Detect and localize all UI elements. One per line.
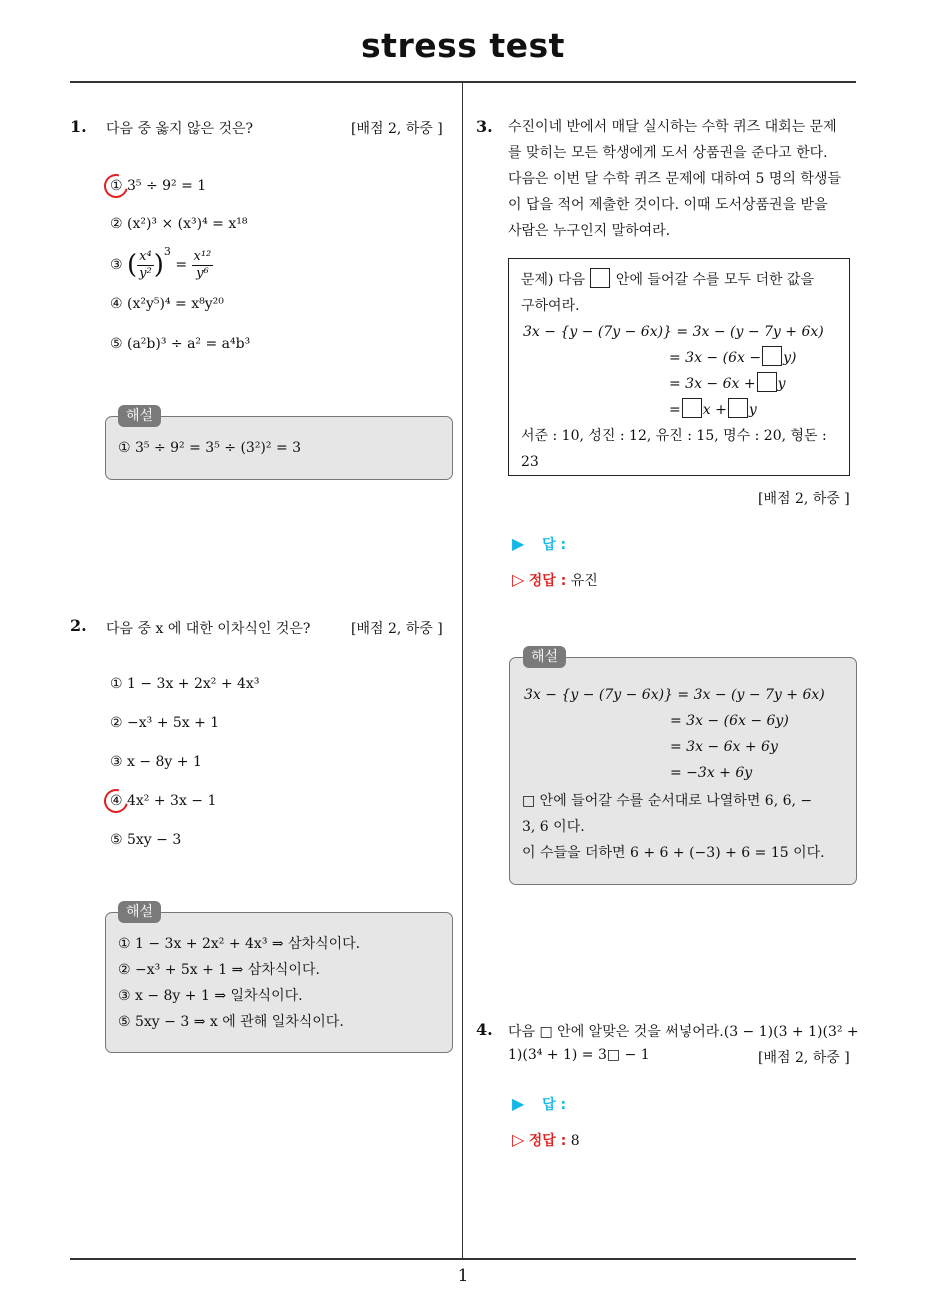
q3-students-line-2: 23: [521, 454, 539, 470]
q2-choice-4[interactable]: ④ 4x² + 3x − 1: [110, 793, 217, 809]
q4-correct-row: [512, 1130, 580, 1150]
q3-explanation-eq-2: = 3x − (6x − 6y): [670, 713, 789, 729]
question-1-text: 다음 중 옳지 않은 것은?: [106, 121, 254, 137]
q1-choice-3-exp: 3: [163, 245, 171, 258]
q3-problem-eq-1: 3x − {y − (7y − 6x)} = 3x − (y − 7y + 6x): [523, 324, 824, 340]
q1-explanation-tag: 해설: [118, 405, 161, 427]
q2-explanation-line-1: ① 1 − 3x + 2x² + 4x³ ⇒ 삼차식이다.: [118, 936, 361, 952]
blank-box: [762, 346, 782, 366]
bottom-rule: [70, 1258, 856, 1260]
correct-value: 8: [570, 1133, 580, 1149]
question-4-number: 4.: [476, 1020, 493, 1039]
q1-choice-1[interactable]: ① 3⁵ ÷ 9² = 1: [110, 178, 207, 194]
q3-problem-line-1: 문제) 다음 안에 들어갈 수를 모두 더한 값을: [521, 267, 814, 293]
question-4-text-2: 1)(3⁴ + 1) = 3□ − 1: [508, 1047, 650, 1063]
q2-explanation-box: [105, 912, 453, 1053]
q3-answer-row: [512, 534, 566, 554]
q2-choice-3[interactable]: ③ x − 8y + 1: [110, 754, 202, 770]
blank-box: [590, 268, 610, 288]
q3-explanation-tag: 해설: [523, 646, 566, 668]
q2-choice-2[interactable]: ② −x³ + 5x + 1: [110, 715, 220, 731]
question-4-meta: [배점 2, 하중 ]: [758, 1050, 850, 1066]
blank-box: [682, 398, 702, 418]
correct-label: 정답 :: [528, 573, 567, 589]
answer-arrow-icon: ▶: [512, 534, 525, 553]
q3-problem-eq-2: = 3x − (6x − y): [669, 345, 796, 371]
blank-box: [757, 372, 777, 392]
q3-explanation-text-1: □ 안에 들어갈 수를 순서대로 나열하면 6, 6, −: [522, 793, 813, 809]
correct-label: 정답 :: [528, 1133, 567, 1149]
q3-explanation-text-3: 이 수들을 더하면 6 + 6 + (−3) + 6 = 15 이다.: [522, 845, 825, 861]
page-title: stress test: [361, 26, 565, 65]
question-2-number: 2.: [70, 616, 87, 635]
answer-arrow-icon: ▶: [512, 1094, 525, 1113]
q3-problem-eq-3: = 3x − 6x + y: [669, 371, 786, 397]
question-3-number: 3.: [476, 117, 493, 136]
q2-explanation-line-3: ③ x − 8y + 1 ⇒ 일차식이다.: [118, 988, 303, 1004]
q1-choice-5[interactable]: ⑤ (a²b)³ ÷ a² = a⁴b³: [110, 336, 251, 352]
blank-box: [728, 398, 748, 418]
answer-label: 답 :: [542, 1097, 567, 1113]
q1-choice-3-label: ③: [110, 257, 123, 273]
q3-problem-box: [508, 258, 850, 476]
q3-explanation-eq-4: = −3x + 6y: [670, 765, 753, 781]
q2-explanation-tag: 해설: [118, 901, 161, 923]
page-number: 1: [457, 1266, 469, 1286]
question-1-number: 1.: [70, 117, 87, 136]
q2-choice-1[interactable]: ① 1 − 3x + 2x² + 4x³: [110, 676, 260, 692]
q4-answer-row: [512, 1094, 566, 1114]
question-2-meta: [배점 2, 하중 ]: [351, 621, 443, 637]
question-3-text: 수진이네 반에서 매달 실시하는 수학 퀴즈 대회는 문제 를 맞히는 모든 학생에게 도서 상품권을 준다고 한다. 다음은 이번 달 수학 퀴즈 문제에 대하여 5 명의 학생들 이 답을 적어 제출한 것이다. 이때 도서상품권을 받을 사람은 누구인지 말하여라.: [508, 119, 841, 239]
q1-explanation-text: ① 3⁵ ÷ 9² = 3⁵ ÷ (3²)² = 3: [118, 440, 302, 456]
q1-choice-3-rhs: $\frac{\text{x¹²}}{\text{y⁶}}$: [193, 248, 212, 281]
q2-explanation-line-4: ⑤ 5xy − 3 ⇒ x 에 관해 일차식이다.: [118, 1014, 344, 1030]
q3-explanation-box: [509, 657, 857, 885]
q3-problem-eq-4: = x + y: [669, 397, 757, 423]
q3-explanation-eq-3: = 3x − 6x + 6y: [670, 739, 778, 755]
q3-explanation-text-2: 3, 6 이다.: [522, 819, 585, 835]
question-4-text-1: 다음 □ 안에 알맞은 것을 써넣어라.(3 − 1)(3 + 1)(3² +: [508, 1024, 859, 1040]
q3-explanation-eq-1: 3x − {y − (7y − 6x)} = 3x − (y − 7y + 6x): [524, 687, 825, 703]
answer-label: 답 :: [542, 537, 567, 553]
question-2-text: 다음 중 x 에 대한 이차식인 것은?: [106, 621, 311, 637]
q2-explanation-line-2: ② −x³ + 5x + 1 ⇒ 삼차식이다.: [118, 962, 320, 978]
q3-correct-row: [512, 570, 598, 590]
q1-choice-3-lhs: $\frac{\text{x⁴}}{\text{y²}}$: [139, 248, 152, 281]
q3-students-line-1: 서준 : 10, 성진 : 12, 유진 : 15, 명수 : 20, 형돈 :: [521, 428, 827, 444]
correct-arrow-icon: ▷: [512, 570, 525, 589]
question-3-meta: [배점 2, 하중 ]: [758, 491, 850, 507]
q1-choice-2[interactable]: ② (x²)³ × (x³)⁴ = x¹⁸: [110, 216, 248, 232]
q1-choice-3[interactable]: ③ ( $\frac{\text{x⁴}}{\text{y²}}$ )$^3$ = $\frac{\text{x¹²}}{\text{y⁶}}$: [110, 245, 212, 281]
q3-problem-line-2: 구하여라.: [521, 298, 580, 314]
q1-choice-4[interactable]: ④ (x²y⁵)⁴ = x⁸y²⁰: [110, 296, 224, 312]
question-1-meta: [배점 2, 하중 ]: [351, 121, 443, 137]
correct-arrow-icon: ▷: [512, 1130, 525, 1149]
column-divider: [462, 82, 463, 1259]
q2-choice-5[interactable]: ⑤ 5xy − 3: [110, 832, 182, 848]
correct-value: 유진: [570, 573, 598, 589]
